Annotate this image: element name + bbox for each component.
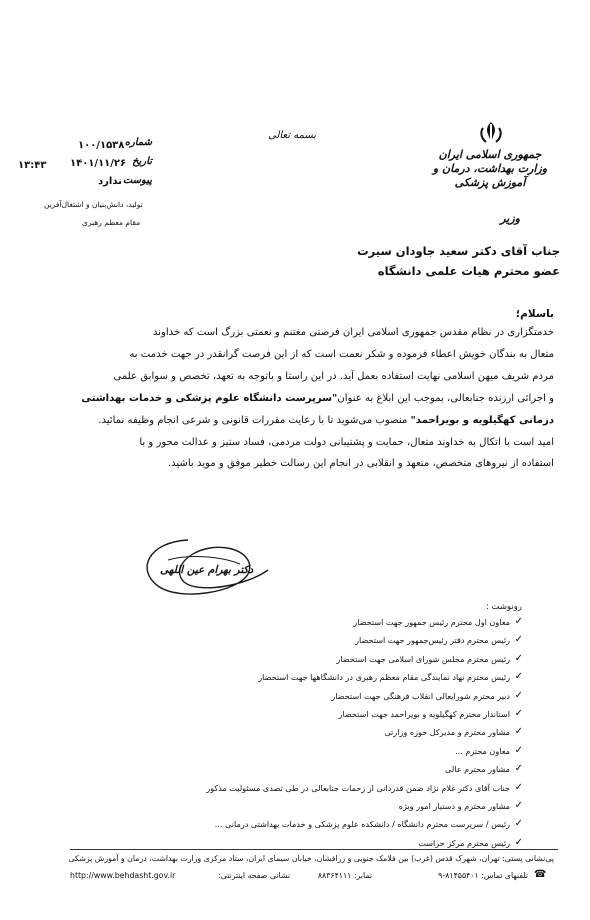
checkmark-icon: ✓	[514, 689, 523, 701]
checkmark-icon: ✓	[514, 671, 523, 683]
phones-label: تلفنهای تماس:	[481, 871, 528, 880]
body-line-3: مردم شریف میهن اسلامی نهایت استفاده بعمل آید. در این راستا و باتوجه به تعهد، تخصص و سوابق علمی	[113, 371, 554, 382]
body-line-4-appointment: "سرپرست دانشگاه علوم پزشکی و خدمات بهداشتی	[81, 393, 338, 404]
body-line-5-appointment: درمانی کهگیلویه و بویراحمد"	[410, 415, 554, 426]
salutation: باسلام؛	[515, 308, 554, 320]
signatory-name: دکتر بهرام عین اللهی	[160, 564, 254, 576]
footer-fax	[318, 871, 372, 880]
minister-title: وزیر	[500, 212, 520, 225]
attachment-value: ندارد	[98, 176, 122, 187]
phone-icon: ☎	[534, 869, 547, 880]
copy-recipient: مشاور محترم و دستیار امور ویژه	[398, 801, 510, 811]
copy-recipient: معاون اول محترم رئیس جمهور جهت استحضار	[353, 617, 510, 627]
checkmark-icon: ✓	[514, 708, 523, 719]
body-line-5-text: منصوب می‌شوید تا با رعایت مقررات قانونی و شرعی انجام وظیفه نمائید.	[98, 415, 411, 426]
year-motto-source: مقام معظم رهبری	[82, 218, 141, 227]
copy-recipient: استاندار محترم کهگیلویه و بویراحمد جهت استحضار	[338, 709, 510, 719]
date-value: ۱۴۰۱/۱۱/۲۶	[70, 158, 127, 169]
number-label: شماره	[124, 137, 152, 148]
footer-website-link[interactable]: http://www.behdasht.gov.ir	[70, 871, 176, 880]
body-line-4	[81, 392, 554, 406]
checkmark-icon: ✓	[514, 781, 523, 793]
copy-recipient: مشاور محترم و مدیرکل حوزه وزارتی	[384, 727, 510, 738]
fax-value: ۸۸۳۶۴۱۱۱	[317, 871, 352, 880]
checkmark-icon: ✓	[514, 652, 523, 664]
body-line-2: متعال به بندگان خویش اعطاء فرموده و شکر نعمت است که از این فرصت گرانقدر در جهت خدمت به	[129, 349, 554, 360]
body-line-7: استفاده از نیروهای متخصص، متعهد و انقلابی در انجام این رسالت خطیر موفق و موید باشید.	[167, 458, 554, 469]
addressee-title: عضو محترم هیات علمی دانشگاه	[377, 264, 560, 278]
checkmark-icon: ✓	[514, 634, 523, 646]
iran-emblem-icon	[477, 120, 505, 146]
footer-divider	[70, 849, 558, 850]
copy-recipient: رئیس محترم دفتر رئیس‌جمهور جهت استحضار	[355, 635, 510, 646]
copy-recipient: رئیس محترم مجلس شورای اسلامی جهت استحضار	[336, 653, 510, 664]
checkmark-icon: ✓	[514, 800, 523, 811]
ministry-name	[430, 148, 550, 190]
copy-recipient: رئیس محترم مرکز حراست	[418, 837, 510, 848]
copy-recipient: مشاور محترم عالی	[445, 764, 510, 775]
checkmark-icon: ✓	[514, 726, 523, 738]
attachment-label: پیوست	[122, 175, 152, 186]
phones-value: ۸۱۴۵۵۴۰۱-۹	[438, 871, 479, 880]
copy-recipient: دبیر محترم شورایعالی انقلاب فرهنگی جهت استحضار	[331, 690, 510, 701]
copy-recipient: جناب آقای دکتر غلام نژاد ضمن قدردانی از زحمات جنابعالی در طی تصدی مسئولیت مذکور	[206, 782, 510, 793]
footer-phones	[438, 871, 528, 880]
copy-recipient: رئیس محترم نهاد نمایندگی مقام معظم رهبری در دانشگاهها جهت استحضار	[258, 672, 510, 683]
body-line-4-text: و اجرائی ارزنده جنابعالی، بموجب این ابلاغ به عنوان	[337, 393, 554, 404]
ministry-line-1: جمهوری اسلامی ایران	[438, 148, 542, 161]
number-value: ۱۰۰/۱۵۳۸	[78, 140, 125, 151]
copy-recipient: معاون محترم ...	[455, 745, 510, 756]
checkmark-icon: ✓	[514, 818, 523, 830]
copies-title: رونوشت :	[485, 602, 522, 612]
time-stamp: ۱۳:۴۳	[18, 160, 47, 171]
body-line-5	[98, 414, 554, 428]
date-label: تاریخ	[132, 156, 152, 167]
footer-address: پی‌نشانی پستی: تهران، شهرک قدس (غرب) بین فلامک جنوبی و زرافشان، خیابان سیمای ایران، ستاد مرکزی وزارت بهداشت، درمان و آموزش پزشکی	[68, 854, 554, 863]
checkmark-icon: ✓	[514, 744, 523, 756]
body-line-6: امید است با اتکال به خداوند متعال، حمایت و پشتیبانی دولت مردمی، فساد ستیز و عدالت محور و با	[139, 437, 554, 448]
checkmark-icon: ✓	[514, 763, 523, 775]
fax-label: نمابر:	[353, 871, 372, 880]
checkmark-icon: ✓	[514, 836, 523, 848]
basmala: بسمه تعالی	[268, 130, 317, 141]
footer-web-label: نشانی صفحه اینترنتی:	[218, 871, 290, 880]
checkmark-icon: ✓	[514, 616, 523, 627]
addressee-name: جناب آقای دکتر سعید جاودان سیرت	[357, 244, 560, 258]
ministry-line-2: وزارت بهداشت، درمان و آموزش پزشکی	[432, 162, 548, 189]
copy-recipient: رئیس / سرپرست محترم دانشگاه / دانشکده علوم پزشکی و خدمات بهداشتی درمانی ...	[214, 819, 510, 830]
body-line-1: خدمتگزاری در نظام مقدس جمهوری اسلامی ایران فرصتی مغتنم و نعمتی بزرگ است که خداوند	[152, 327, 554, 338]
year-motto: تولید، دانش‌بنیان و اشتغال‌آفرین	[44, 200, 143, 209]
